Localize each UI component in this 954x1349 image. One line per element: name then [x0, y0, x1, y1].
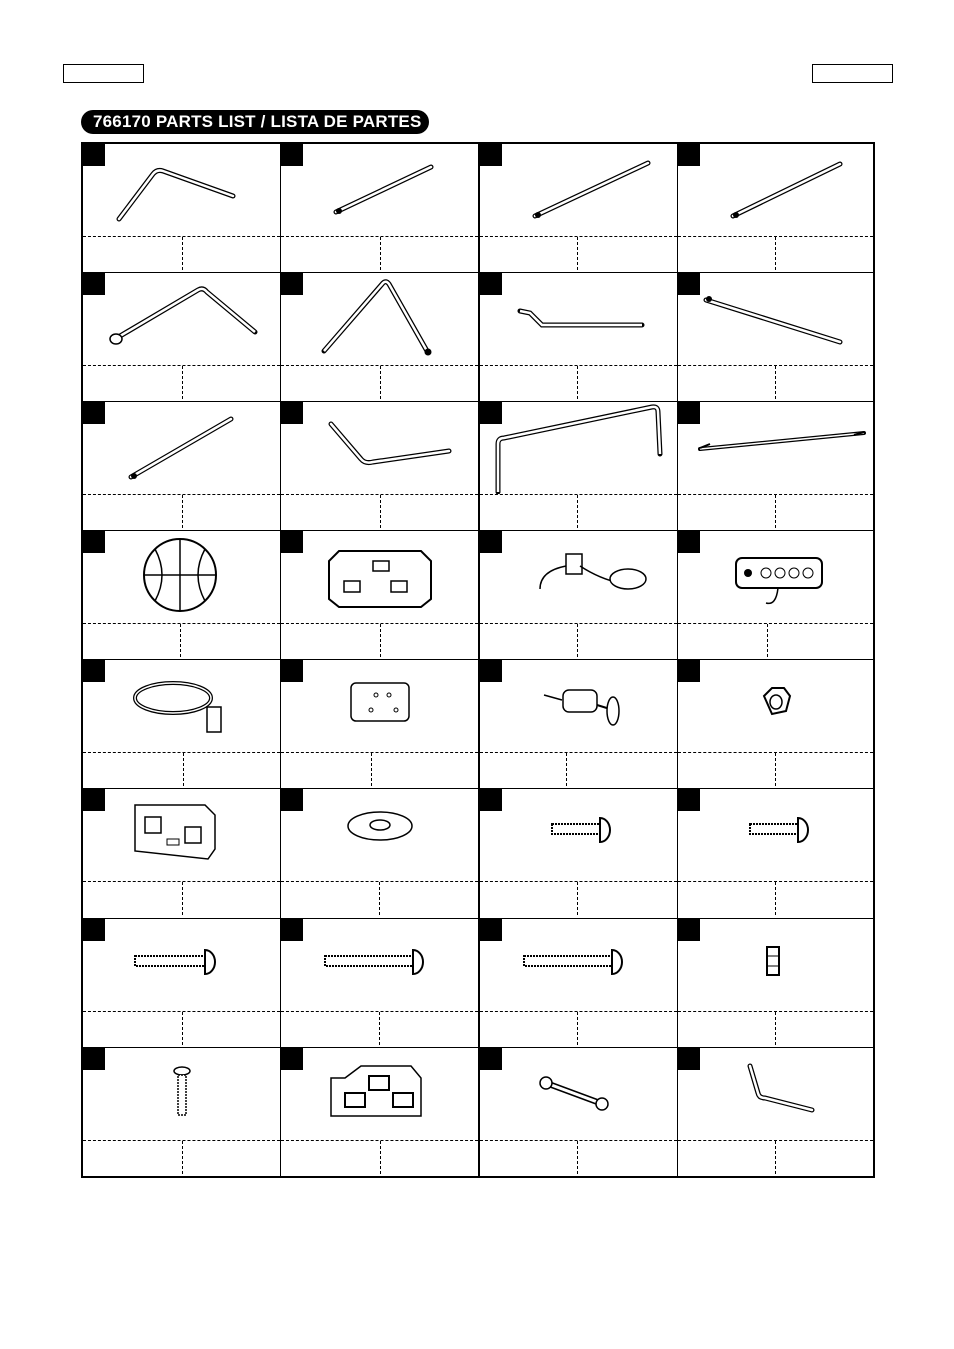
part-quantity-divider [775, 366, 776, 399]
part-cell [677, 1047, 874, 1177]
washer-icon [281, 789, 480, 881]
control-panel-icon [678, 531, 875, 623]
part-cell [82, 788, 281, 919]
part-cell [280, 918, 479, 1048]
part-quantity-divider [182, 1141, 183, 1174]
part-label-divider [281, 752, 478, 753]
part-label-divider [480, 236, 677, 237]
scoreboard-icon [281, 531, 480, 623]
part-cell [280, 659, 479, 789]
part-cell [280, 1047, 479, 1177]
part-label-divider [480, 365, 677, 366]
part-cell [280, 530, 479, 660]
part-quantity-divider [380, 237, 381, 270]
long-bolt-icon [480, 919, 679, 1011]
straight-tube-icon [281, 144, 480, 236]
part-quantity-divider [577, 495, 578, 528]
part-cell [82, 659, 281, 789]
part-quantity-divider [775, 237, 776, 270]
nut-icon [678, 660, 875, 752]
part-cell [280, 272, 479, 402]
part-quantity-divider [775, 495, 776, 528]
part-quantity-divider [767, 624, 768, 657]
part-quantity-divider [379, 1012, 380, 1045]
part-cell [479, 143, 678, 273]
mounting-plate-icon [281, 660, 480, 752]
part-quantity-divider [577, 237, 578, 270]
part-cell [479, 918, 678, 1048]
part-cell [82, 401, 281, 531]
part-cell [677, 659, 874, 789]
part-quantity-divider [380, 366, 381, 399]
part-cell [280, 143, 479, 273]
part-cell [82, 1047, 281, 1177]
screw-icon [83, 1048, 282, 1140]
bent-tube-icon [83, 144, 282, 236]
part-label-divider [480, 881, 677, 882]
part-cell [677, 272, 874, 402]
basketball-icon [83, 531, 282, 623]
part-quantity-divider [577, 1141, 578, 1174]
part-label-divider [480, 1011, 677, 1012]
part-label-divider [480, 752, 677, 753]
parts-grid [81, 142, 875, 1178]
small-nut-icon [678, 919, 875, 1011]
a-frame-tube-icon [281, 273, 480, 365]
part-cell [677, 918, 874, 1048]
bracket-plate-icon [281, 1048, 480, 1140]
part-label-divider [83, 752, 280, 753]
part-label-divider [480, 494, 677, 495]
part-quantity-divider [371, 753, 372, 786]
part-cell [82, 143, 281, 273]
part-quantity-divider [577, 882, 578, 915]
hooked-tube-icon [480, 273, 679, 365]
part-cell [82, 272, 281, 402]
part-cell [677, 530, 874, 660]
straight-tube-icon [480, 144, 679, 236]
part-cell [280, 788, 479, 919]
part-quantity-divider [775, 1012, 776, 1045]
part-quantity-divider [380, 495, 381, 528]
wrench-icon [480, 1048, 679, 1140]
medium-bolt-icon [83, 919, 282, 1011]
parts-list-title: 766170 PARTS LIST / LISTA DE PARTES [81, 110, 429, 134]
part-quantity-divider [577, 366, 578, 399]
allen-key-icon [678, 1048, 875, 1140]
part-cell [479, 788, 678, 919]
part-label-divider [678, 623, 873, 624]
part-quantity-divider [775, 882, 776, 915]
part-cell [479, 272, 678, 402]
part-cell [479, 530, 678, 660]
bent-tube-icon [281, 402, 480, 494]
header-label-box-right [812, 64, 893, 83]
part-label-divider [480, 623, 677, 624]
part-quantity-divider [577, 624, 578, 657]
part-quantity-divider [379, 882, 380, 915]
part-label-divider [480, 1140, 677, 1141]
long-bolt-icon [281, 919, 480, 1011]
part-quantity-divider [577, 1012, 578, 1045]
header-label-box-left [63, 64, 144, 83]
backboard-icon [83, 789, 282, 881]
part-cell [280, 401, 479, 531]
hoop-rim-icon [83, 660, 282, 752]
goal-frame-icon [480, 402, 679, 494]
part-cell [677, 143, 874, 273]
part-quantity-divider [380, 1141, 381, 1174]
part-quantity-divider [182, 1012, 183, 1045]
part-cell [479, 401, 678, 531]
short-bolt-icon [678, 789, 875, 881]
short-bolt-icon [480, 789, 679, 881]
part-cell [479, 659, 678, 789]
part-quantity-divider [775, 1141, 776, 1174]
part-cell [82, 918, 281, 1048]
part-quantity-divider [775, 753, 776, 786]
part-quantity-divider [182, 237, 183, 270]
part-cell [479, 1047, 678, 1177]
air-pump-icon [480, 660, 679, 752]
v-frame-tube-icon [83, 273, 282, 365]
part-cell [677, 401, 874, 531]
sensor-cup-icon [480, 531, 679, 623]
part-quantity-divider [566, 753, 567, 786]
straight-tube-icon [678, 144, 875, 236]
part-quantity-divider [183, 753, 184, 786]
part-cell [677, 788, 874, 919]
long-rod-icon [678, 402, 875, 494]
part-quantity-divider [380, 624, 381, 657]
part-quantity-divider [182, 366, 183, 399]
straight-tube-icon [83, 402, 282, 494]
part-quantity-divider [180, 624, 181, 657]
part-quantity-divider [182, 882, 183, 915]
part-quantity-divider [182, 495, 183, 528]
part-label-divider [83, 623, 280, 624]
straight-tube-icon [678, 273, 875, 365]
part-cell [82, 530, 281, 660]
